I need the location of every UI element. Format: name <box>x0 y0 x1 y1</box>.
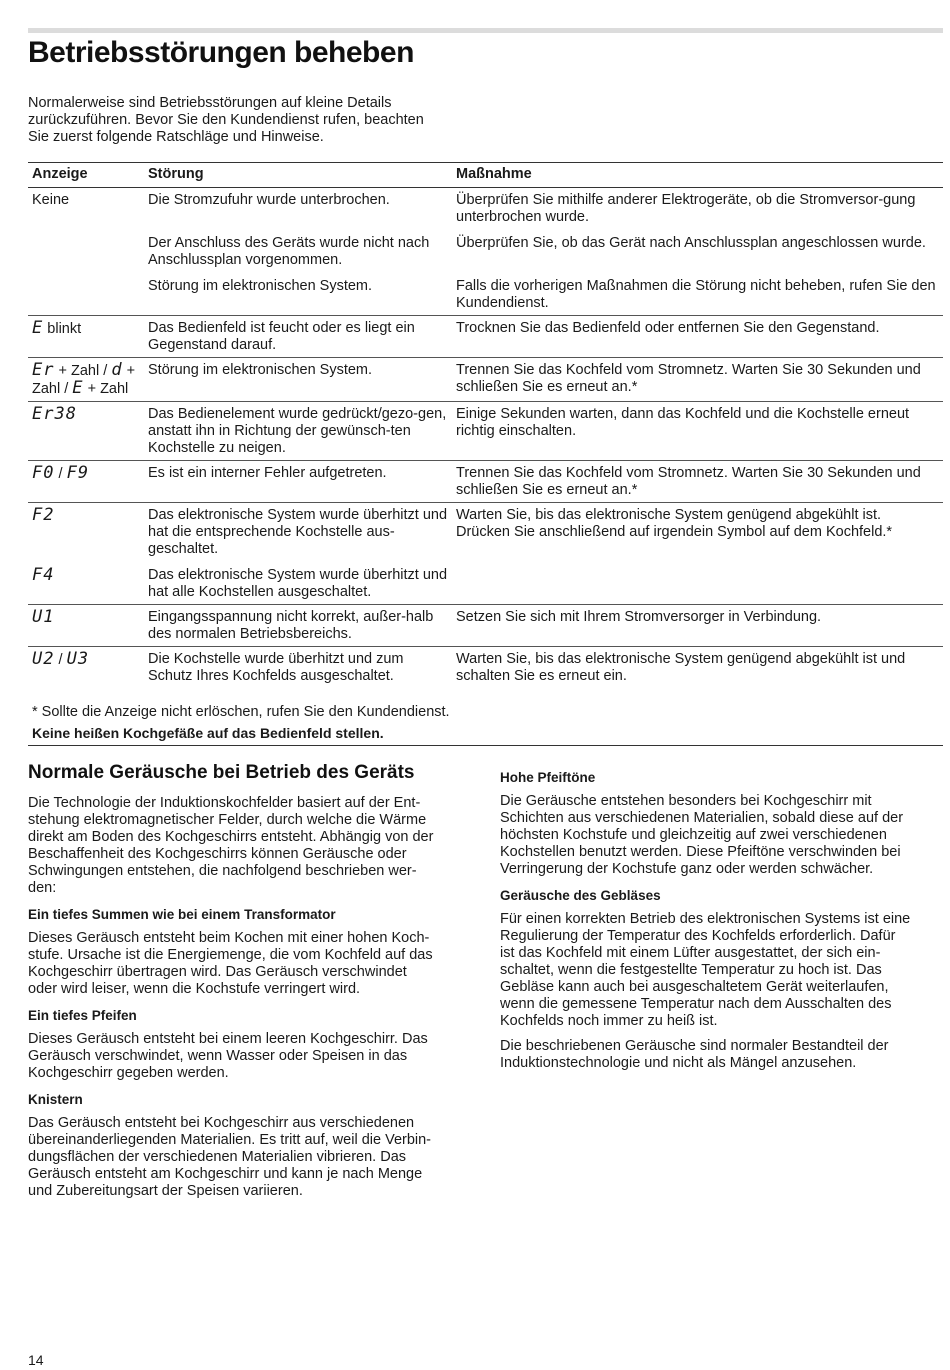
cell-display <box>28 358 144 402</box>
cell-fault: Das Bedienelement wurde gedrückt/gezo-gen, anstatt ihn in Richtung der gewünsch-ten Kochstelle zu neigen. <box>144 402 452 461</box>
fan-heading: Geräusche des Gebläses <box>500 888 661 903</box>
display-code: d <box>111 360 123 380</box>
cell-fault: Das Bedienfeld ist feucht oder es liegt ein Gegenstand darauf. <box>144 316 452 358</box>
table-row <box>28 358 943 402</box>
display-code: Er38 <box>32 404 77 424</box>
display-code: E <box>32 318 44 338</box>
display-code: F4 <box>32 565 55 585</box>
header-action: Maßnahme <box>452 163 943 188</box>
display-code: Er <box>32 360 55 380</box>
table-row <box>28 229 943 272</box>
cell-display <box>28 229 144 272</box>
table-row <box>28 272 943 316</box>
crackle-heading: Knistern <box>28 1092 83 1107</box>
display-code: F2 <box>32 505 55 525</box>
hum-heading: Ein tiefes Summen wie bei einem Transformator <box>28 907 336 922</box>
table-row <box>28 503 943 562</box>
page-title: Betriebsstörungen beheben <box>28 36 414 69</box>
fan-text: Für einen korrekten Betrieb des elektronischen Systems ist eine Regulierung der Temperatur des Kochfelds erforderlich. Dafür ist das Kochfeld mit einem Lüfter ausgestattet, der sich ein- schaltet, wenn die festgestellte Temperatur zu hoch ist. Das Gebläse kann auch bei ausgeschaltetem Gerät weiterlaufen, wenn die gemessene Temperatur nach dem Ausschalten des Kochfelds noch immer zu heiß ist. <box>500 911 911 1029</box>
cell-fault: Störung im elektronischen System. <box>148 278 373 294</box>
cell-display <box>28 503 144 562</box>
table-row <box>28 561 943 605</box>
cell-display <box>28 402 144 461</box>
table-row <box>28 188 943 230</box>
display-text: + Zahl / <box>54 363 112 379</box>
cell-fault: Der Anschluss des Geräts wurde nicht nach Anschlussplan vorgenommen. <box>148 235 430 268</box>
cell-fault: Die Stromzufuhr wurde unterbrochen. <box>148 192 390 208</box>
cell-display <box>28 605 144 647</box>
display-text: + Zahl / <box>32 363 136 397</box>
header-fault: Störung <box>144 163 452 188</box>
top-rule <box>28 28 943 33</box>
cell-action: Warten Sie, bis das elektronische System genügend abgekühlt ist und schalten Sie es erneut ein. <box>452 647 943 689</box>
cell-fault: Es ist ein interner Fehler aufgetreten. <box>144 461 452 503</box>
table-row <box>28 461 943 503</box>
cell-display <box>28 647 144 689</box>
display-text: + Zahl <box>83 381 129 397</box>
page-number: 14 <box>28 1352 44 1368</box>
cell-action: Überprüfen Sie, ob das Gerät nach Anschlussplan angeschlossen wurde. <box>456 235 926 251</box>
section-divider <box>28 745 943 746</box>
cell-display: Keine <box>32 192 70 208</box>
cell-fault: Störung im elektronischen System. <box>144 358 452 402</box>
table-header-row <box>28 163 943 188</box>
cell-display <box>28 461 144 503</box>
display-code: U2 <box>32 649 55 669</box>
table-row <box>28 647 943 689</box>
troubleshooting-table <box>28 162 943 688</box>
noise-intro: Die Technologie der Induktionskochfelder basiert auf der Ent- stehung elektromagnetischer Felder, durch welche die Wärme direkt am Boden des Kochgeschirrs entsteht. Abhängig von der Beschaffenheit des Kochgeschirrs können Geräusche oder Schwingungen entstehen, die nachfolgend beschrieben wer- den: <box>28 795 434 896</box>
warning-text: Keine heißen Kochgefäße auf das Bedienfeld stellen. <box>32 725 384 741</box>
cell-fault: Die Kochstelle wurde überhitzt und zum Schutz Ihres Kochfelds ausgeschaltet. <box>144 647 452 689</box>
cell-action: Warten Sie, bis das elektronische System genügend abgekühlt ist. Drücken Sie anschließend auf irgendein Symbol auf dem Kochfeld.* <box>452 503 943 562</box>
display-code: F9 <box>66 463 90 483</box>
high-whistle-heading: Hohe Pfeiftöne <box>500 770 596 785</box>
display-text: / <box>54 466 67 482</box>
noise-column-right <box>500 760 940 1080</box>
cell-action <box>452 561 943 605</box>
table-row <box>28 605 943 647</box>
table-row <box>28 402 943 461</box>
display-text: / <box>54 652 67 668</box>
intro-text: Normalerweise sind Betriebsstörungen auf kleine Details zurückzuführen. Bevor Sie den Kundendienst rufen, beachten Sie zuerst folgende Ratschläge und Hinweise. <box>28 95 424 145</box>
cell-display <box>28 272 144 316</box>
display-code: U3 <box>66 649 90 669</box>
low-whistle-text: Dieses Geräusch entsteht bei einem leeren Kochgeschirr. Das Geräusch verschwindet, wenn Wasser oder Speisen in das Kochgeschirr gegeben werden. <box>28 1031 428 1081</box>
cell-fault: Das elektronische System wurde überhitzt und hat die entsprechende Kochstelle aus-geschaltet. <box>144 503 452 562</box>
noise-column-left <box>28 760 468 1208</box>
low-whistle-heading: Ein tiefes Pfeifen <box>28 1008 137 1023</box>
table-footnote: * Sollte die Anzeige nicht erlöschen, rufen Sie den Kundendienst. <box>32 704 450 720</box>
display-code: F0 <box>32 463 55 483</box>
display-code: E <box>72 378 84 398</box>
cell-display <box>28 316 144 358</box>
display-text: blinkt <box>43 321 82 337</box>
cell-display <box>28 561 144 605</box>
cell-action: Trocknen Sie das Bedienfeld oder entfernen Sie den Gegenstand. <box>452 316 943 358</box>
hum-text: Dieses Geräusch entsteht beim Kochen mit einer hohen Koch- stufe. Ursache ist die Energiemenge, die vom Kochfeld auf das Kochgeschirr übertragen wird. Das Geräusch verschwindet oder wird leiser, wenn die Kochstufe verringert wird. <box>28 930 433 997</box>
cell-fault: Das elektronische System wurde überhitzt und hat alle Kochstellen ausgeschaltet. <box>148 567 448 600</box>
table-row <box>28 316 943 358</box>
high-whistle-text: Die Geräusche entstehen besonders bei Kochgeschirr mit Schichten aus verschiedenen Materialien, sobald diese auf der höchsten Kochstufe und gleichzeitig auf zwei verschiedenen Kochstellen benutzt werden. Diese Pfeiftöne verschwinden bei Verringerung der Kochstufe ganz oder werden schwächer. <box>500 793 904 877</box>
display-code: U1 <box>32 607 55 627</box>
crackle-text: Das Geräusch entsteht bei Kochgeschirr aus verschiedenen übereinanderliegenden Materialien. Es tritt auf, weil die Verbin- dungsflächen der verschiedenen Materialien vibrieren. Das Geräusch entsteht am Kochgeschirr und kann je nach Menge und Zubereitungsart der Speisen variieren. <box>28 1115 432 1199</box>
header-display: Anzeige <box>28 163 144 188</box>
cell-action: Falls die vorherigen Maßnahmen die Störung nicht beheben, rufen Sie den Kundendienst. <box>456 278 936 311</box>
cell-action: Trennen Sie das Kochfeld vom Stromnetz. Warten Sie 30 Sekunden und schließen Sie es erneut an.* <box>452 358 943 402</box>
cell-action: Trennen Sie das Kochfeld vom Stromnetz. Warten Sie 30 Sekunden und schließen Sie es erneut an.* <box>452 461 943 503</box>
noise-section-title: Normale Geräusche bei Betrieb des Geräts <box>28 762 415 783</box>
cell-action: Überprüfen Sie mithilfe anderer Elektrogeräte, ob die Stromversor-gung unterbrochen wurde. <box>456 192 916 225</box>
cell-fault: Eingangsspannung nicht korrekt, außer-halb des normalen Betriebsbereichs. <box>144 605 452 647</box>
closing-text: Die beschriebenen Geräusche sind normaler Bestandteil der Induktionstechnologie und nicht als Mängel anzusehen. <box>500 1038 889 1071</box>
cell-action: Setzen Sie sich mit Ihrem Stromversorger in Verbindung. <box>452 605 943 647</box>
cell-action: Einige Sekunden warten, dann das Kochfeld und die Kochstelle erneut richtig einschalten. <box>452 402 943 461</box>
